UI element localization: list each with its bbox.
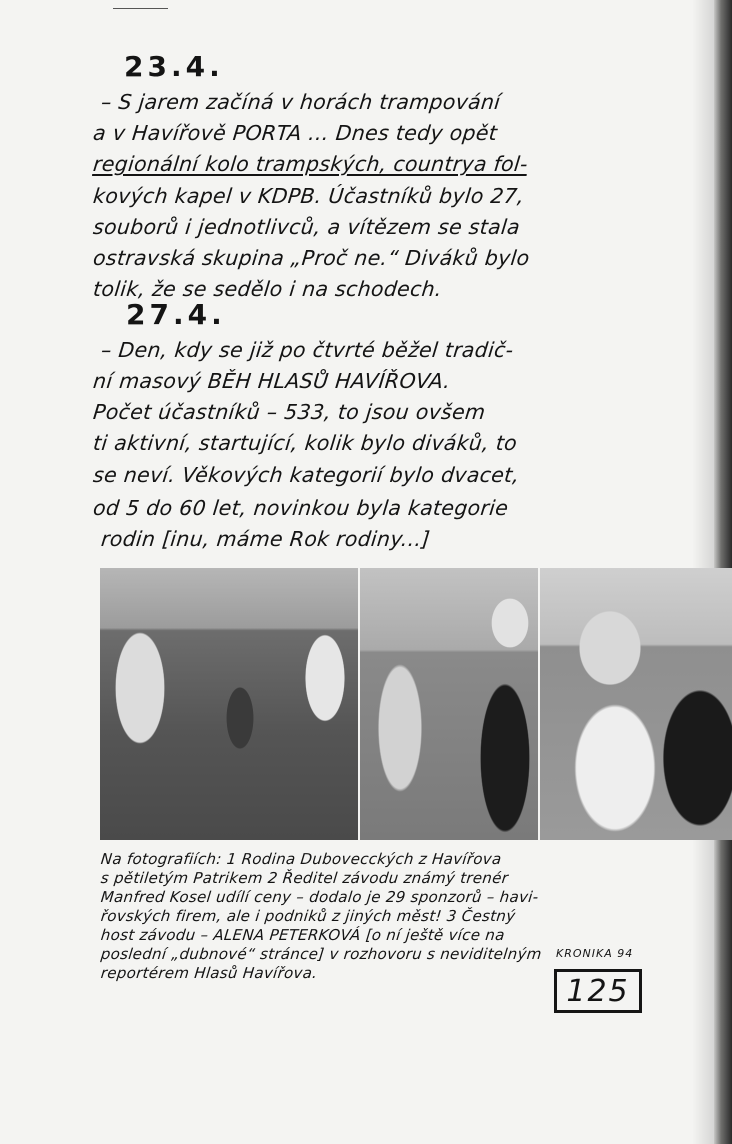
page-number-box	[554, 969, 642, 1013]
entry2-line: ti aktivní, startující, kolik bylo diváků, to	[92, 431, 519, 455]
entry1-line: ostravská skupina „Proč ne.“ Diváků bylo	[92, 246, 531, 270]
entry2-line: ní masový BĚH HLASŮ HAVÍŘOVA.	[92, 369, 452, 393]
entry1-line: – S jarem začíná v horách trampování	[100, 90, 502, 114]
caption-line: řovských firem, ale i podniků z jiných měst! 3 Čestný	[100, 907, 517, 925]
photo-award-ceremony	[360, 568, 538, 840]
photo-family-runners	[100, 568, 358, 840]
entry2-line: Počet účastníků – 533, to jsou ovšem	[92, 400, 487, 424]
caption-line: reportérem Hlasů Havířova.	[100, 964, 319, 982]
entry1-date: 23.4.	[124, 50, 224, 83]
chronicle-label: KRONIKA 94	[556, 947, 634, 960]
photo-collage	[100, 568, 732, 840]
top-rule	[113, 8, 168, 9]
entry1-line: regionální kolo trampských, countrya fol-	[92, 152, 530, 176]
entry1-line: tolik, že se sedělo i na schodech.	[92, 277, 444, 301]
entry2-line: rodin [inu, máme Rok rodiny...]	[100, 527, 432, 551]
entry1-line: kových kapel v KDPB. Účastníků bylo 27,	[92, 184, 526, 208]
entry1-line: souborů i jednotlivců, a vítězem se stala	[92, 215, 522, 239]
caption-line: Manfred Kosel udílí ceny – dodalo je 29 sponzorů – havi-	[100, 888, 540, 906]
caption-line: poslední „dubnové“ stránce] v rozhovoru s neviditelným	[100, 945, 543, 963]
photo-guest-interview	[540, 568, 732, 840]
caption-line: s pětiletým Patrikem 2 Ředitel závodu známý trenér	[100, 869, 510, 887]
caption-line: host závodu – ALENA PETERKOVÁ [o ní ještě více na	[100, 926, 506, 944]
entry2-date: 27.4.	[126, 298, 226, 331]
entry2-line: od 5 do 60 let, novinkou byla kategorie	[92, 496, 510, 520]
entry2-line: – Den, kdy se již po čtvrté běžel tradič-	[100, 338, 515, 362]
entry1-line: a v Havířově PORTA ... Dnes tedy opět	[92, 121, 499, 145]
caption-line: Na fotografiích: 1 Rodina Dubovecckých z Havířova	[100, 850, 503, 868]
entry2-line: se neví. Věkových kategorií bylo dvacet,	[92, 463, 521, 487]
page-number: 125	[566, 973, 630, 1009]
